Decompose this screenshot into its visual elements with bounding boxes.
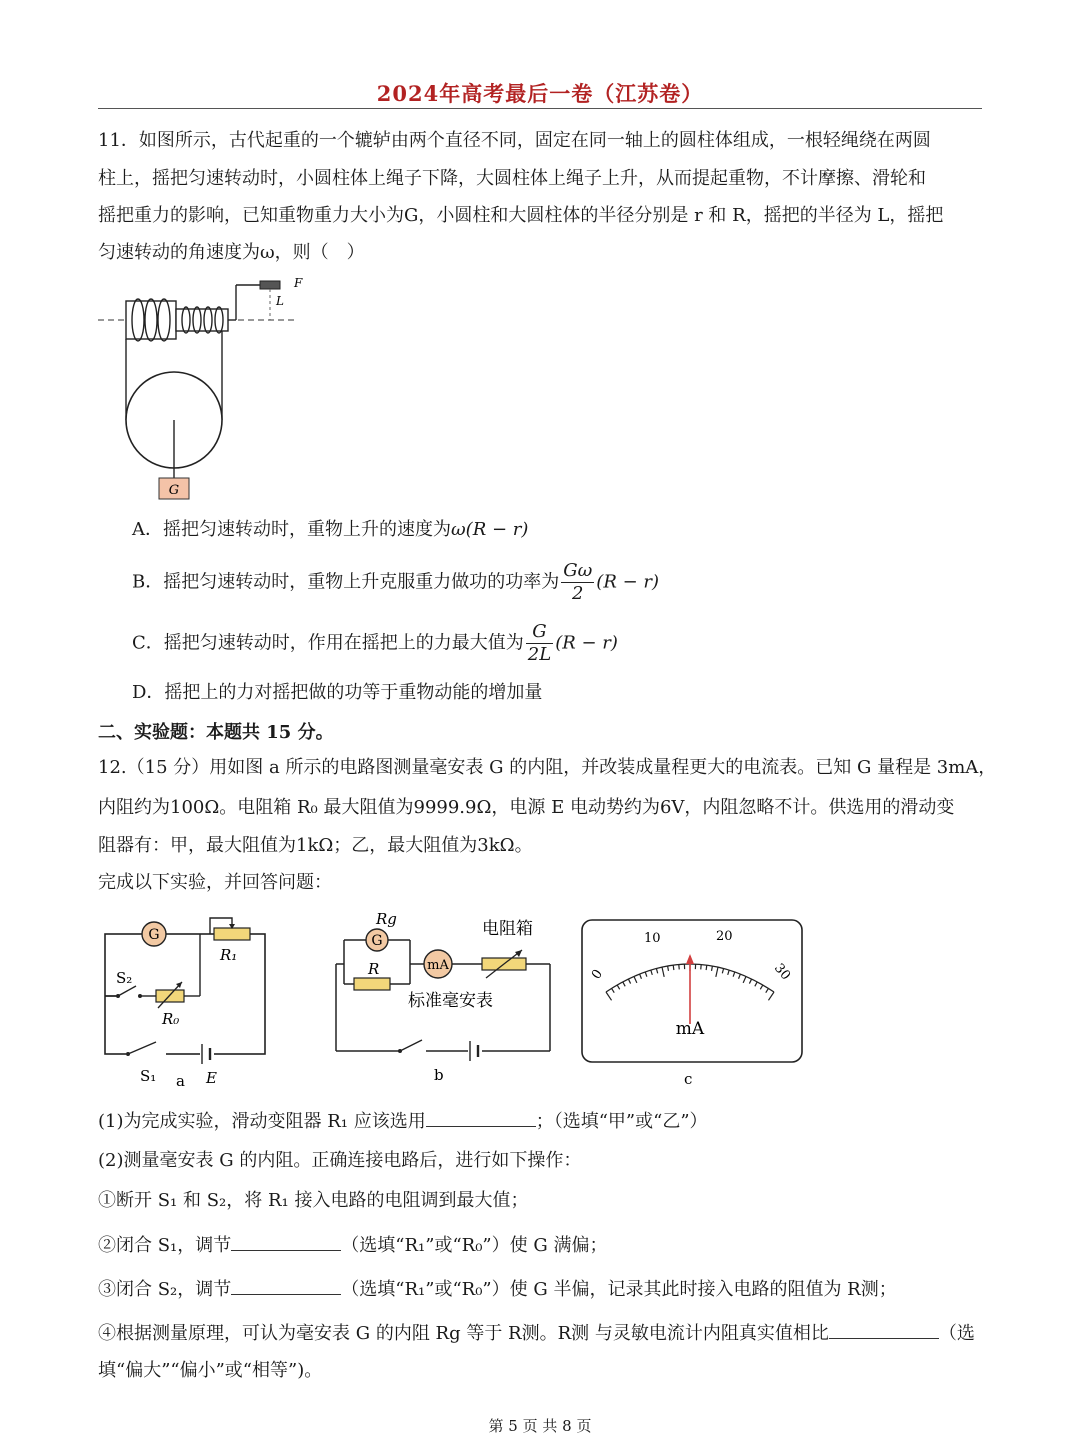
circuit-b-std: 标准毫安表 — [408, 991, 493, 1011]
sub1-blank[interactable] — [426, 1108, 536, 1127]
option-c-tail: (R − r) — [555, 632, 618, 654]
q12-line-1: 12.（15 分）用如图 a 所示的电路图测量毫安表 G 的内阻，并改装成量程更大的电流表。已知 G 量程是 3mA， — [98, 757, 997, 778]
option-d: D．摇把上的力对摇把做的功等于重物动能的增加量 — [132, 682, 543, 703]
sub2: (2)测量毫安表 G 的内阻。正确连接电路后，进行如下操作： — [98, 1150, 582, 1171]
step2-text: ②闭合 S₁，调节 — [98, 1235, 232, 1256]
q12-line-4: 完成以下实验，并回答问题： — [98, 872, 332, 893]
q11-line-2: 柱上，摇把匀速转动时，小圆柱体上绳子下降，大圆柱体上绳子上升，从而提起重物，不计摩擦、滑轮和 — [98, 168, 926, 189]
step3-blank[interactable] — [231, 1276, 341, 1295]
step2 — [98, 1232, 607, 1259]
circuit-a — [96, 908, 276, 1088]
option-c-fraction — [526, 621, 553, 666]
step3 — [98, 1276, 897, 1303]
sub1 — [98, 1108, 708, 1135]
option-a-expr: ω(R − r) — [451, 519, 529, 540]
step2-blank[interactable] — [231, 1232, 341, 1251]
option-b-tail: (R − r) — [596, 571, 660, 593]
page-footer: 第 5 页 共 8 页 — [488, 1417, 592, 1435]
windlass-figure — [98, 275, 328, 505]
option-b-text: B．摇把匀速转动时，重物上升克服重力做功的功率为 — [132, 571, 560, 593]
tick-0: 0 — [588, 966, 607, 983]
sub1-text: (1)为完成实验，滑动变阻器 R₁ 应该选用 — [98, 1111, 426, 1132]
label-G: G — [168, 483, 180, 498]
label-F: F — [294, 276, 303, 290]
circuit-b-caption: b — [434, 1066, 444, 1084]
option-b — [132, 560, 659, 605]
dial-caption: c — [684, 1070, 693, 1088]
option-a-text: A．摇把匀速转动时，重物上升的速度为 — [132, 519, 451, 540]
circuit-a-g: G — [148, 927, 160, 943]
option-c — [132, 621, 618, 666]
step3-hint: （选填“R₁”或“R₀”）使 G 半偏，记录其此时接入电路的阻值为 R测； — [341, 1279, 897, 1300]
q12-line-2: 内阻约为100Ω。电阻箱 R₀ 最大阻值为9999.9Ω，电源 E 电动势约为6V，内阻忽略不计。供选用的滑动变 — [98, 797, 955, 818]
q12-line-3: 阻器有：甲，最大阻值为1kΩ；乙，最大阻值为3kΩ。 — [98, 835, 533, 856]
option-a — [132, 517, 528, 543]
dial-tick — [673, 965, 674, 970]
option-b-num: Gω — [563, 560, 593, 581]
circuit-b-ma: mA — [427, 958, 449, 973]
step4-blank[interactable] — [829, 1320, 939, 1339]
circuit-a-s2: S₂ — [116, 969, 133, 987]
circuit-b-g: G — [371, 933, 383, 949]
dial-tick — [706, 965, 707, 970]
tick-10: 10 — [644, 931, 661, 946]
circuit-b-box: 电阻箱 — [482, 919, 533, 939]
circuit-a-r0: R₀ — [162, 1010, 180, 1028]
circuit-a-r1: R₁ — [220, 946, 238, 964]
ammeter-dial — [578, 916, 808, 1092]
circuit-b-r: R — [368, 960, 380, 978]
circuit-b-rg: Rg — [376, 910, 397, 928]
circuit-a-e: E — [206, 1069, 217, 1087]
step3-text: ③闭合 S₂，调节 — [98, 1279, 232, 1300]
dial-unit: mA — [675, 1019, 705, 1039]
tick-30: 30 — [770, 960, 794, 984]
sub1-hint: ；（选填“甲”或“乙”） — [535, 1111, 708, 1132]
step1: ①断开 S₁ 和 S₂，将 R₁ 接入电路的电阻调到最大值； — [98, 1190, 529, 1211]
option-b-den: 2 — [572, 583, 584, 604]
tick-20: 20 — [716, 929, 733, 944]
option-c-num: G — [526, 621, 553, 644]
header-rule — [98, 108, 982, 109]
option-c-text: C．摇把匀速转动时，作用在摇把上的力最大值为 — [132, 632, 524, 654]
circuit-b — [330, 908, 560, 1088]
step4 — [98, 1320, 975, 1347]
circuit-a-s1: S₁ — [140, 1067, 157, 1085]
label-L: L — [276, 294, 284, 308]
q11-line-1: 11．如图所示，古代起重的一个辘轳由两个直径不同，固定在同一轴上的圆柱体组成，一根轻绳绕在两圆 — [98, 130, 931, 151]
circuit-a-caption: a — [176, 1072, 185, 1088]
page-header-title: 2024年高考最后一卷（江苏卷） — [376, 81, 704, 106]
step4-text: ④根据测量原理，可认为毫安表 G 的内阻 Rg 等于 R测。R测 与灵敏电流计内阻真实值相比 — [98, 1323, 829, 1344]
q11-line-4: 匀速转动的角速度为ω，则（ ） — [98, 242, 365, 263]
step4-cont: 填“偏大”“偏小”或“相等”)。 — [98, 1360, 323, 1381]
step2-hint: （选填“R₁”或“R₀”）使 G 满偏； — [341, 1235, 608, 1256]
step4-hint: （选 — [938, 1323, 975, 1344]
option-b-fraction — [561, 560, 594, 605]
option-c-den: 2L — [527, 644, 552, 665]
q11-line-3: 摇把重力的影响，已知重物重力大小为G，小圆柱和大圆柱体的半径分别是 r 和 R，摇把的半径为 L，摇把 — [98, 205, 944, 226]
section-2-title: 二、实验题：本题共 15 分。 — [98, 722, 334, 743]
